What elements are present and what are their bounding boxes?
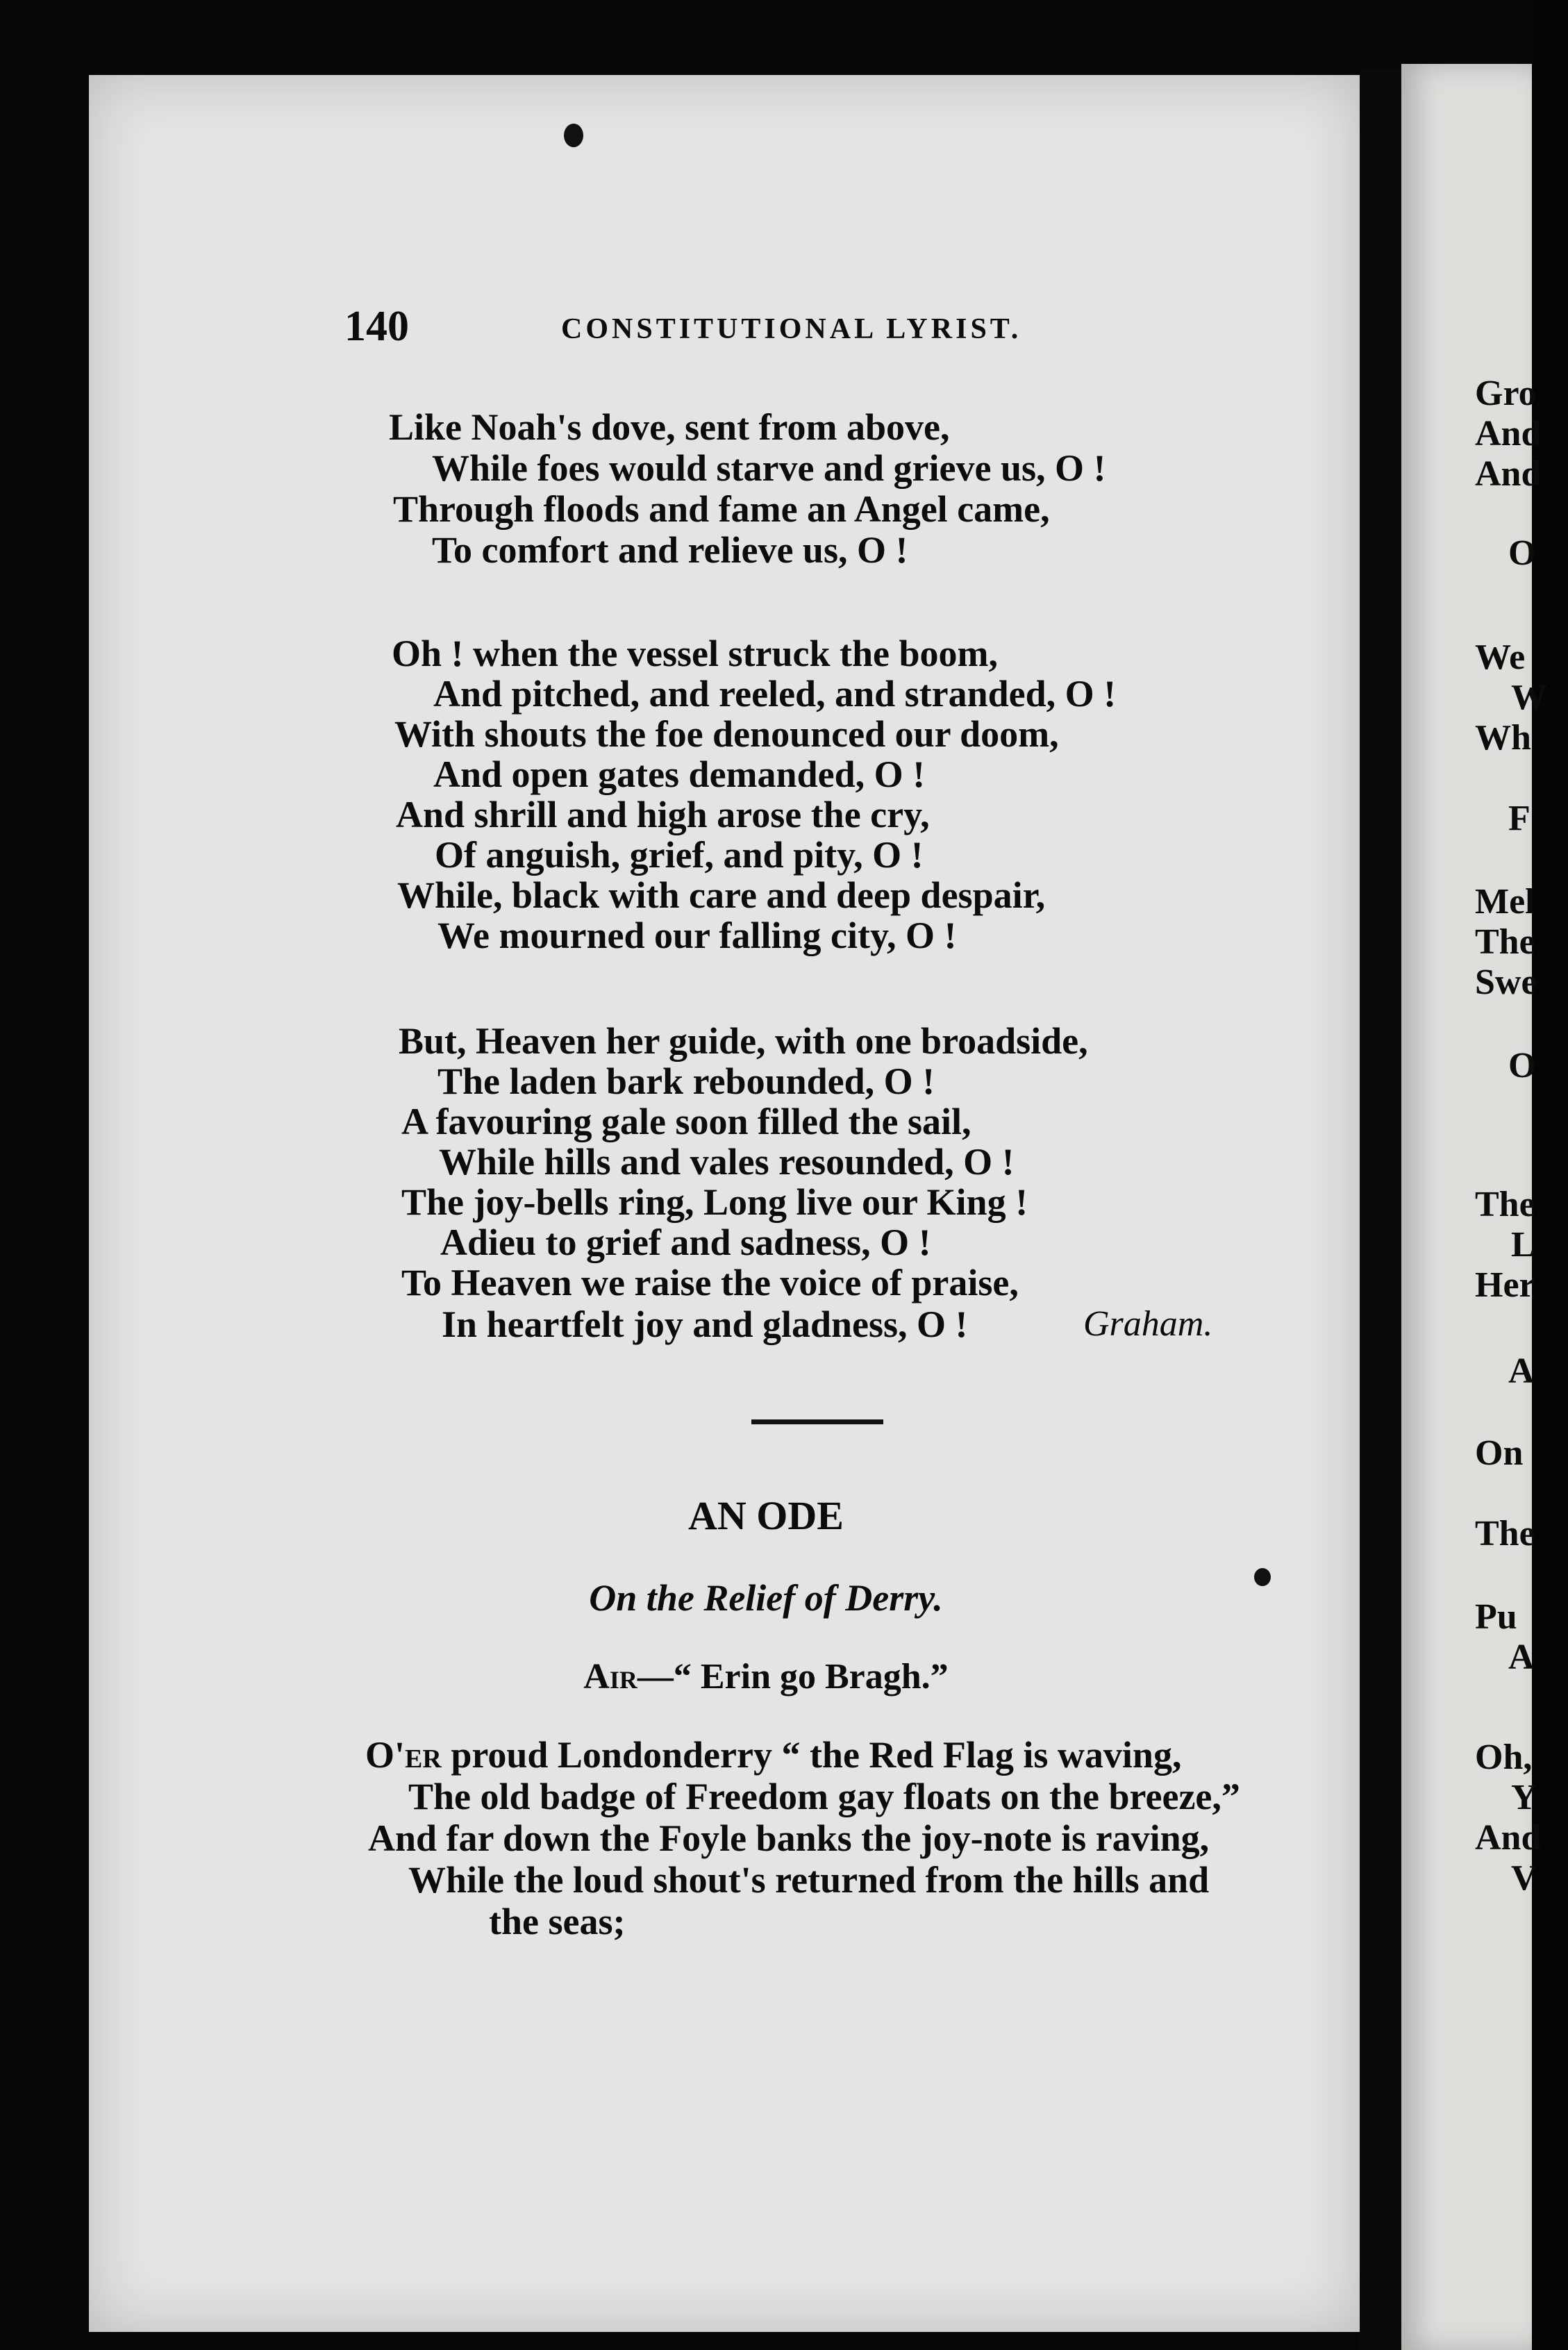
- poem-line: Oh ! when the vessel struck the boom,: [392, 633, 998, 674]
- facing-fragment: And: [1475, 454, 1542, 494]
- ode-line: the seas;: [489, 1901, 626, 1942]
- ode-line: The old badge of Freedom gay floats on the breeze,”: [408, 1776, 1240, 1817]
- ode-subtitle: On the Relief of Derry.: [589, 1577, 943, 1619]
- running-title: CONSTITUTIONAL LYRIST.: [561, 313, 1022, 345]
- facing-fragment: L: [1511, 1225, 1535, 1265]
- facing-fragment: A: [1508, 1351, 1535, 1391]
- poem-line: The laden bark rebounded, O !: [437, 1060, 935, 1102]
- facing-fragment: The: [1475, 1514, 1535, 1553]
- poem-line: A favouring gale soon filled the sail,: [401, 1101, 971, 1142]
- poem-line: To Heaven we raise the voice of praise,: [401, 1262, 1019, 1303]
- facing-fragment: The: [1475, 1185, 1535, 1224]
- section-divider: [751, 1419, 883, 1424]
- poem-line: To comfort and relieve us, O !: [432, 529, 908, 571]
- poem-line: With shouts the foe denounced our doom,: [394, 713, 1059, 755]
- air-tune: —“ Erin go Bragh.”: [637, 1657, 949, 1697]
- facing-fragment: Gro: [1475, 374, 1537, 413]
- poem-line: Through floods and fame an Angel came,: [393, 488, 1050, 530]
- facing-fragment: Pu: [1475, 1597, 1517, 1637]
- ode-line-text: proud Londonderry “ the Red Flag is waving,: [441, 1734, 1182, 1776]
- poem-line: Adieu to grief and sadness, O !: [440, 1222, 931, 1263]
- ode-first-word-cap: O': [365, 1734, 406, 1776]
- poem-line: Like Noah's dove, sent from above,: [389, 406, 950, 448]
- facing-fragment: O: [1508, 533, 1537, 573]
- ode-line: While the loud shout's returned from the hills and: [408, 1859, 1210, 1901]
- facing-fragment: W: [1511, 678, 1547, 717]
- facing-fragment: We: [1475, 638, 1526, 677]
- facing-fragment: Y: [1511, 1778, 1537, 1817]
- poem-attribution: Graham.: [1083, 1304, 1213, 1344]
- facing-fragment: On: [1475, 1433, 1524, 1473]
- facing-fragment: Oh,: [1475, 1738, 1533, 1777]
- facing-fragment: O: [1508, 1046, 1537, 1085]
- ode-line: And far down the Foyle banks the joy-note is raving,: [368, 1817, 1210, 1859]
- ode-line: [365, 1733, 1181, 1776]
- facing-fragment: Wh: [1475, 718, 1531, 758]
- facing-fragment: The: [1475, 922, 1535, 962]
- facing-fragment: V: [1511, 1858, 1537, 1898]
- poem-line: We mourned our falling city, O !: [437, 915, 957, 956]
- ode-title: AN ODE: [688, 1493, 844, 1538]
- facing-fragment: Mel: [1475, 882, 1535, 922]
- ink-blot: [564, 124, 583, 147]
- running-header: [0, 299, 1532, 354]
- poem-line: While foes would starve and grieve us, O !: [432, 447, 1106, 489]
- poem-line: While, black with care and deep despair,: [397, 874, 1046, 916]
- poem-line: But, Heaven her guide, with one broadside,: [399, 1020, 1088, 1062]
- poem-line: And pitched, and reeled, and stranded, O !: [433, 673, 1117, 715]
- facing-fragment: And: [1475, 1818, 1542, 1858]
- facing-fragment: Her: [1475, 1265, 1535, 1305]
- page-number: 140: [344, 303, 409, 350]
- poem-line: While hills and vales resounded, O !: [439, 1141, 1015, 1183]
- facing-fragment: And: [1475, 414, 1542, 453]
- poem-line: The joy-bells ring, Long live our King !: [401, 1181, 1028, 1223]
- ode-first-word-rest: er: [405, 1734, 442, 1776]
- poem-line: And open gates demanded, O !: [433, 753, 926, 795]
- facing-fragment: A: [1508, 1638, 1535, 1677]
- ode-air-line: [0, 1654, 1532, 1700]
- poem-line: And shrill and high arose the cry,: [396, 794, 930, 835]
- air-label: Air: [583, 1657, 637, 1697]
- facing-fragment: Swe: [1475, 962, 1537, 1002]
- poem-line: Of anguish, grief, and pity, O !: [435, 834, 924, 876]
- poem-line: In heartfelt joy and gladness, O !: [442, 1303, 968, 1345]
- facing-fragment: F: [1508, 799, 1531, 838]
- book-gutter: [1360, 69, 1401, 2350]
